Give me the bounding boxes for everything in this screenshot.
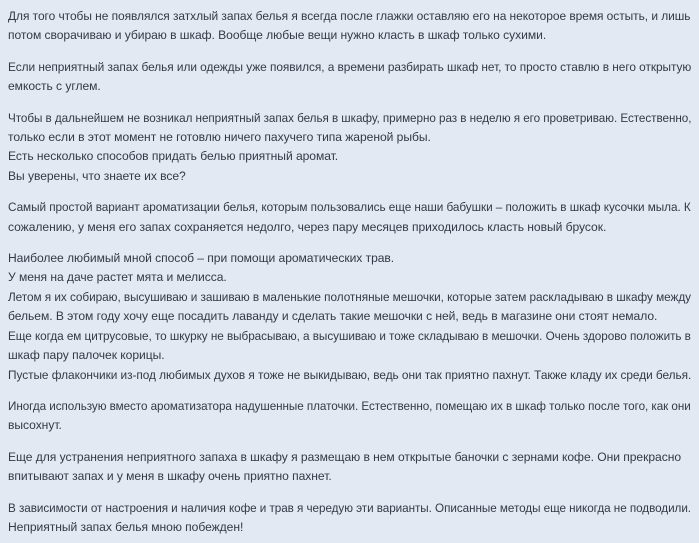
text-line: сожалению, у меня его запах сохраняется недолго, через пару месяцев приходилось класть новый брусок. — [8, 219, 607, 234]
text-line: У меня на даче растет мята и мелисса. — [8, 270, 227, 285]
paragraph-soap — [8, 198, 691, 237]
paragraph-herbs — [8, 249, 691, 385]
text-line: Есть несколько способов придать белью приятный аромат. — [8, 149, 339, 164]
text-line: Вы уверены, что знаете их все? — [8, 168, 186, 183]
paragraph-charcoal — [8, 58, 691, 97]
paragraph-airing — [8, 109, 691, 187]
text-line: Самый простой вариант ароматизации белья, которым пользовались еще наши бабушки – положить в шкаф кусочки мыла. К — [8, 200, 691, 215]
text-line: Еще когда ем цитрусовые, то шкурку не выбрасываю, а высушиваю и тоже складываю в мешочки. Очень здорово положить в — [8, 328, 691, 343]
text-line: Чтобы в дальнейшем не возникал неприятный запах белья в шкафу, примерно раз в неделю я его проветриваю. Естественно, — [8, 110, 692, 125]
text-line: Пустые флакончики из-под любимых духов я тоже не выкидываю, ведь они так приятно пахнут. Также кладу их среди белья. — [8, 367, 692, 382]
text-line: Наиболее любимый мной способ – при помощи ароматических трав. — [8, 251, 395, 266]
text-line: только если в этот момент не готовлю ничего пахучего типа жареной рыбы. — [8, 130, 431, 145]
text-line: бельем. В этом году хочу еще посадить лаванду и сделать такие мешочки с ней, ведь в магазине они стоят немало. — [8, 309, 658, 324]
paragraph-handkerchiefs — [8, 397, 691, 436]
text-line: потом сворачиваю и убираю в шкаф. Вообще любые вещи нужно класть в шкаф только сухими. — [8, 28, 547, 43]
text-line: Неприятный запах белья мною побежден! — [8, 519, 244, 534]
text-line: Если неприятный запах белья или одежды уже появился, а времени разбирать шкаф нет, то просто ставлю в него открытую — [8, 59, 692, 74]
text-line: емкость с углем. — [8, 79, 101, 94]
text-line: Летом я их собираю, высушиваю и зашиваю в маленькие полотняные мешочки, которые затем раскладываю в шкафу между — [8, 289, 692, 304]
text-line: впитывают запах и у меня в шкафу очень приятно пахнет. — [8, 469, 332, 484]
text-line: Иногда использую вместо ароматизатора надушенные платочки. Естественно, помещаю их в шкаф только после того, как они — [8, 398, 691, 413]
paragraph-drying — [8, 7, 691, 46]
text-line: Еще для устранения неприятного запаха в шкафу я размещаю в нем открытые баночки с зернами кофе. Они прекрасно — [8, 449, 682, 464]
text-line: В зависимости от настроения и наличия кофе и трав я чередую эти варианты. Описанные методы еще никогда не подводили. — [8, 500, 692, 515]
paragraph-coffee — [8, 448, 691, 487]
text-line: Для того чтобы не появлялся затхлый запах белья я всегда после глажки оставляю его на некоторое время остыть, и лишь — [8, 9, 691, 23]
paragraph-conclusion — [8, 499, 691, 538]
text-line: шкаф пару палочек корицы. — [8, 348, 165, 363]
text-line: высохнут. — [8, 418, 62, 433]
